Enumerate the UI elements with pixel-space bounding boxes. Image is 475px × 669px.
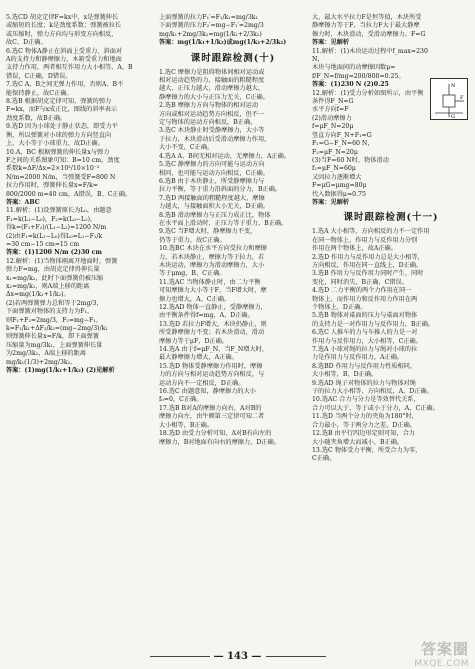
- text-line: 或缩短的长度；k是劲度系数；弹簧被拉长: [6, 22, 122, 30]
- text-line: 下面弹簧的压力F₂′=mg−F₁′=2mg/3: [159, 22, 264, 30]
- text-line: 越大，正压力越大，滑动摩擦力越大，: [159, 85, 265, 93]
- text-line: 16.选C 由题意知，静摩擦力的大小: [159, 388, 256, 396]
- text-line: 18.选D 由受力分析可知，A对B有向左的: [159, 430, 272, 438]
- text-line: 静摩擦力的大小与正压力无关，C正确。: [159, 93, 269, 101]
- text-line: 7.选D 两接触面的粗糙程度越大，摩擦: [159, 194, 265, 202]
- text-line: 则弹簧伸长量x=F/k，即下面弹簧: [6, 333, 100, 341]
- text-line: =30 cm−15 cm=15 cm: [6, 240, 80, 248]
- text-line: 为2mg/3k₂，A端上移的距离: [6, 350, 86, 358]
- text-line: 17.选B B对A的摩擦力向右，A对B的: [159, 404, 262, 412]
- footer-rule-right: [266, 656, 326, 657]
- figure-label-f: F: [460, 94, 464, 101]
- text-line: 变化，同时消失，B正确，C错误。: [312, 278, 408, 286]
- text-line: 能保持静止，故C正确。: [6, 89, 73, 97]
- text-line: 物体上，而作用力和反作用力作用在两: [312, 295, 418, 303]
- text-line: 或压缩时，弹力方向均与形变方向相反，: [6, 30, 118, 38]
- text-line: 作用在两个物体上，故A正确。: [312, 245, 397, 253]
- col3-body-block: [312, 228, 470, 463]
- col3-middle-block: [312, 48, 470, 208]
- text-line: 擦力也增大，A、C正确。: [159, 295, 231, 303]
- text-line: 的支持力是一对作用力与反作用力，B正确。: [312, 320, 435, 328]
- section-title-11: 课时跟踪检测(十一): [343, 212, 439, 224]
- text-line: 1.选A 大小相等、方向相反的力不一定作用: [312, 228, 430, 236]
- text-line: 答案：见解析: [312, 198, 350, 206]
- text-line: 又因拉力逐渐增大: [312, 173, 362, 181]
- text-line: 11.选AC 当物体静止时，由二力平衡: [159, 278, 261, 286]
- col2-top-block: [159, 14, 307, 48]
- text-line: 11.解析：(1)设弹簧原长为L₀，由题意: [6, 207, 112, 215]
- text-line: 9.选C 当F增大时，静摩擦力不变，: [159, 228, 257, 236]
- text-line: 定与物体的运动方向相反，B正确。: [159, 119, 257, 127]
- text-line: (2)由F₁=k(L₁−L₀)得L₀=L₁−F₁/k: [6, 232, 103, 240]
- text-line: 2.选B 摩擦力方向与物体的相对运动: [159, 102, 259, 110]
- text-line: 大小随夹角增大而减小，B正确。: [312, 438, 404, 446]
- text-line: F=kx，而F与x成正比，图线的斜率表示: [6, 106, 118, 114]
- text-line: 相同，也可能与运动方向相反，C正确。: [159, 169, 269, 177]
- text-line: N/m=2000 N/m，当弹簧受F=800 N: [6, 173, 116, 181]
- text-line: k=F₁/k₁+ΔF₂/k₂=(mg−2mg/3)/k₁: [6, 325, 108, 333]
- text-line: f₀=0，C正确。: [159, 396, 203, 404]
- text-line: 子的拉力大小相等、方向相反，A、D正确。: [312, 388, 433, 396]
- text-line: 作用力与反作用力，大小相等，C正确。: [312, 337, 422, 345]
- text-line: 由平衡条件得f=mg，A、D正确。: [159, 312, 254, 320]
- text-line: 6.选C 人推车的力与车推人的力是一对: [312, 329, 418, 337]
- figure-label-g: G: [451, 113, 455, 120]
- text-line: 11.解析：(1)木块运动过程中f_max=230 N，: [312, 47, 428, 64]
- watermark-cn: 答案圈: [420, 640, 469, 658]
- text-line: 4.选D 二力平衡的两个力作用在同一: [312, 287, 412, 295]
- text-line: 8.选BD 作用力与反作用力性质相同，: [312, 362, 417, 370]
- text-line: 6.选B 由于木块静止，所受静摩擦力与: [159, 177, 265, 185]
- text-line: 大小不变，C正确。: [159, 144, 214, 152]
- text-line: 运动方向不一定相反，D正确。: [159, 379, 245, 387]
- text-line: mg/k₁+2mg/3k₂=mg(1/k₁+2/3k₂): [159, 30, 262, 38]
- text-line: 支持力作用，两者相互作用力大小相等，A、B: [6, 64, 133, 72]
- text-line: 上，大小等于小球重力，故D正确。: [6, 140, 104, 148]
- text-line: f₂=μF_N=60μ: [312, 165, 356, 173]
- text-line: Δx=mg(1/k₁+1/k₂)。: [6, 291, 70, 299]
- figure-label-n: N: [451, 82, 456, 89]
- text-line: 15.选D 物体受静摩擦力作用时，摩擦: [159, 362, 263, 370]
- text-line: 木块与地面间的动摩擦因数μ=: [312, 64, 396, 72]
- text-line: x₂=mg/k₁，则A端上移的距离: [6, 283, 90, 290]
- text-line: 方向或相对运动趋势方向相反，但不一: [159, 110, 265, 118]
- text-line: 7.选A 小球对绳的拉力与绳对小球的拉: [312, 346, 418, 354]
- text-line: 800/2000 m=40 cm，A错误，B、C正确。: [6, 190, 132, 198]
- text-line: 相对运动趋势的力，接触面的粗糙程度: [159, 77, 265, 85]
- text-line: 合力最小，等于两分力之差，D正确。: [312, 421, 416, 429]
- text-line: 5.选C 静摩擦力的方向可能与运动方向: [159, 161, 265, 169]
- text-line: 弹力F=mg，由胡克定律得伸长量: [6, 266, 100, 274]
- text-line: 12.解析：(1)受力分析如图所示，由平衡: [312, 89, 424, 97]
- text-line: 拉力平衡，等于重力沿斜面的分力，B正确。: [159, 186, 282, 194]
- text-line: 3.选C 木块静止时受静摩擦力，大小等: [159, 127, 265, 135]
- text-line: 13.选C 物体受力平衡，所受合力为零，: [312, 446, 422, 454]
- text-line: 劲度系数，故B正确。: [6, 114, 67, 122]
- text-line: 答案：ABC: [6, 198, 40, 206]
- text-line: 系数k=ΔF/Δx=2×10²/10×10⁻²: [6, 165, 100, 173]
- text-line: 得k=(F₁+F₂)/(L₁−L₂)=1200 N/m: [6, 224, 107, 232]
- text-line: 仍等于重力，故C正确。: [159, 236, 226, 244]
- text-line: 力是作用力与反作用力，A正确。: [312, 354, 404, 362]
- text-line: 在水平面上滑动时，正压力等于重力，B正确。: [159, 219, 288, 227]
- section-title-10: 课时跟踪检测(十): [190, 52, 276, 64]
- text-line: 10.选AC 合力与分力是等效替代关系，: [312, 396, 420, 404]
- text-line: 于拉力，木块滑动后受滑动摩擦力作用，: [159, 135, 271, 143]
- text-line: A的支持力和静摩擦力，木箱受重力和地面: [6, 56, 122, 64]
- text-line: 摩擦力向左，由牛顿第三定律可知二者: [159, 413, 265, 421]
- text-line: 代入数据得μ=0.75: [312, 190, 366, 198]
- text-line: 下面弹簧对物体的支持力为F₁，: [6, 308, 94, 316]
- text-line: 3.选B 作用力与反作用力同时产生，同时: [312, 270, 424, 278]
- watermark: [414, 638, 469, 669]
- col3-top-block: [312, 14, 470, 48]
- text-line: 在同一物体上，作用力与反作用力分别: [312, 236, 418, 244]
- text-line: x₁=mg/k₂，此时下面弹簧仍被压缩: [6, 274, 104, 282]
- text-line: 9.选AD 绳子对物体的拉力与物体对绳: [312, 379, 416, 387]
- text-line: F₁=G−F_N=60 N，: [312, 140, 374, 148]
- text-line: 拉力作用时，弹簧伸长量x=F/k=: [6, 182, 99, 190]
- text-line: 11.选D 当两个分力的夹角为180°时，: [312, 413, 418, 421]
- text-line: 静摩擦力等于F，当拉力F大于最大静摩: [312, 22, 420, 30]
- text-line: 竖直方向F_N+F₁=G: [312, 131, 372, 139]
- text-line: 摩擦力等于μF，D正确。: [159, 337, 228, 345]
- text-line: F=μG=μmg=80μ: [312, 182, 367, 190]
- text-line: C正确。: [312, 455, 336, 463]
- text-line: 上面弹簧的拉力F₁′=F₁/k₁=mg/3k₁: [159, 14, 259, 21]
- text-line: 力，若木块静止，摩擦力等于拉力，若: [159, 253, 265, 261]
- column-middle: [159, 14, 307, 447]
- text-line: 大，最大水平拉力F是恒等值，木块所受: [312, 14, 422, 21]
- text-line: 摩擦力，B对地面有向右的摩擦力，D正确。: [159, 438, 280, 446]
- text-line: 压缩量为mg/3k₁，上面弹簧伸长量: [6, 341, 103, 349]
- text-line: 大小相等，B正确。: [159, 421, 214, 429]
- text-line: 答案：(1)mg(1/k₁+1/k₂) (2)见解析: [6, 367, 115, 375]
- text-line: mg/k₁(1/3)+2mg/3k₂。: [6, 358, 77, 366]
- text-line: 擦力时，木块滑动，受滑动摩擦力。F=G: [312, 30, 426, 38]
- text-line: 14.选A 由于f=μF_N，当F_N增大时，: [159, 346, 269, 354]
- text-line: 答案：(1)230 N (2)0.25: [312, 81, 389, 89]
- text-line: 所受静摩擦力不变；若木块滑动，滑动: [159, 329, 265, 337]
- text-line: 力越大，与接触面积大小无关，D正确。: [159, 203, 270, 211]
- text-line: 10.A、BC 根据弹簧的伸长量x与弹力: [6, 148, 110, 156]
- text-line: 个物体上，D正确。: [312, 304, 367, 311]
- text-line: F₂=μF_N=20μ: [312, 148, 358, 156]
- text-line: F₁=k(L₁−L₀)，F₂=k(L₀−L₂)，: [6, 215, 97, 223]
- text-line: 12.选B 由平行四边形定则可知，合力: [312, 430, 415, 438]
- text-line: 故C、D正确。: [6, 39, 47, 47]
- text-line: 4.选A A、B间无相对运动，无摩擦力，A正确。: [159, 152, 291, 160]
- text-line: 木块运动，摩擦力为滑动摩擦力，大小: [159, 261, 265, 269]
- text-line: 5.选CD 胡克定律F=kx中，x是弹簧伸长: [6, 14, 119, 21]
- text-line: (2)滑动摩擦力: [312, 114, 352, 122]
- column-right: [312, 14, 470, 464]
- text-line: 8.选B 滑动摩擦力与正压力成正比，物体: [159, 211, 271, 219]
- text-line: f=μF_N=20μ: [312, 123, 354, 131]
- text-line: 方向相反，作用在同一直线上，D正确。: [312, 261, 423, 269]
- text-line: 6.选C 物体A静止在斜面上受重力、斜面对: [6, 47, 123, 55]
- text-line: 条件得F_N=G: [312, 98, 354, 106]
- text-line: 大小相等，B、D正确。: [312, 371, 378, 379]
- text-line: 最大静摩擦力增大，A正确。: [159, 354, 238, 362]
- text-line: 错误，C正确，D错误。: [6, 72, 72, 80]
- text-line: f/F_N=f/mg=200/800=0.25。: [312, 72, 405, 80]
- text-line: 可知摩擦力大小等于F，当F增大时，摩: [159, 287, 267, 295]
- text-line: 水平方向f=F: [312, 106, 349, 114]
- text-line: 合力可以大于、等于或小于分力，A、C正确。: [312, 404, 439, 412]
- text-line: 13.选D 若拉力F增大，木块仍静止，则: [159, 320, 267, 328]
- text-line: 9.选D 因为小球处于静止状态，即受力平: [6, 123, 118, 131]
- page-number: — 143 —: [213, 651, 262, 662]
- column-left: [6, 14, 154, 375]
- text-line: 等于μmg，B、C正确。: [159, 270, 226, 278]
- watermark-en: MXQE.COM: [414, 659, 469, 669]
- text-line: 答案：mg(1/k₁+1/k₂)或mg(1/k₁+2/3k₂): [159, 39, 287, 47]
- text-line: 力的方向与相对运动趋势方向相反，与: [159, 371, 265, 379]
- text-line: 答案：见解析: [312, 39, 350, 47]
- text-line: 5.选B 物体对桌面的压力与桌面对物体: [312, 312, 418, 320]
- text-line: 则F₁+F₂=2mg/3，F₂=mg−F₁，: [6, 316, 103, 324]
- text-line: 衡，所以弹簧对小球的弹力方向竖直向: [6, 131, 112, 139]
- text-line: 8.选B 根据胡克定律可知，弹簧的弹力: [6, 98, 112, 106]
- text-line: 答案：(1)1200 N/m (2)30 cm: [6, 249, 102, 257]
- text-line: 2.选D 作用力与反作用力总是大小相等，: [312, 253, 424, 261]
- text-line: F之间的关系图象可知：B=10 cm，劲度: [6, 156, 120, 164]
- text-line: 1.选C 摩擦力是阻碍物体间相对运动或: [159, 68, 265, 76]
- text-line: (3)当F=60 N时，物体滑动: [312, 156, 389, 164]
- col2-body-block: [159, 69, 307, 447]
- text-line: (2)若两弹簧弹力总和等于2mg/3，: [6, 299, 103, 307]
- text-line: 10.选BC 木块在水平方向受拉力和摩擦: [159, 245, 267, 253]
- text-line: 7.选C A、B之间无弹力作用，否则A、B不: [6, 81, 124, 89]
- force-diagram-figure: [430, 78, 468, 120]
- text-line: 12.解析：(1)当物体刚离开地面时，弹簧: [6, 257, 118, 265]
- text-line: 12.选AD 物体一直静止，受静摩擦力，: [159, 304, 267, 311]
